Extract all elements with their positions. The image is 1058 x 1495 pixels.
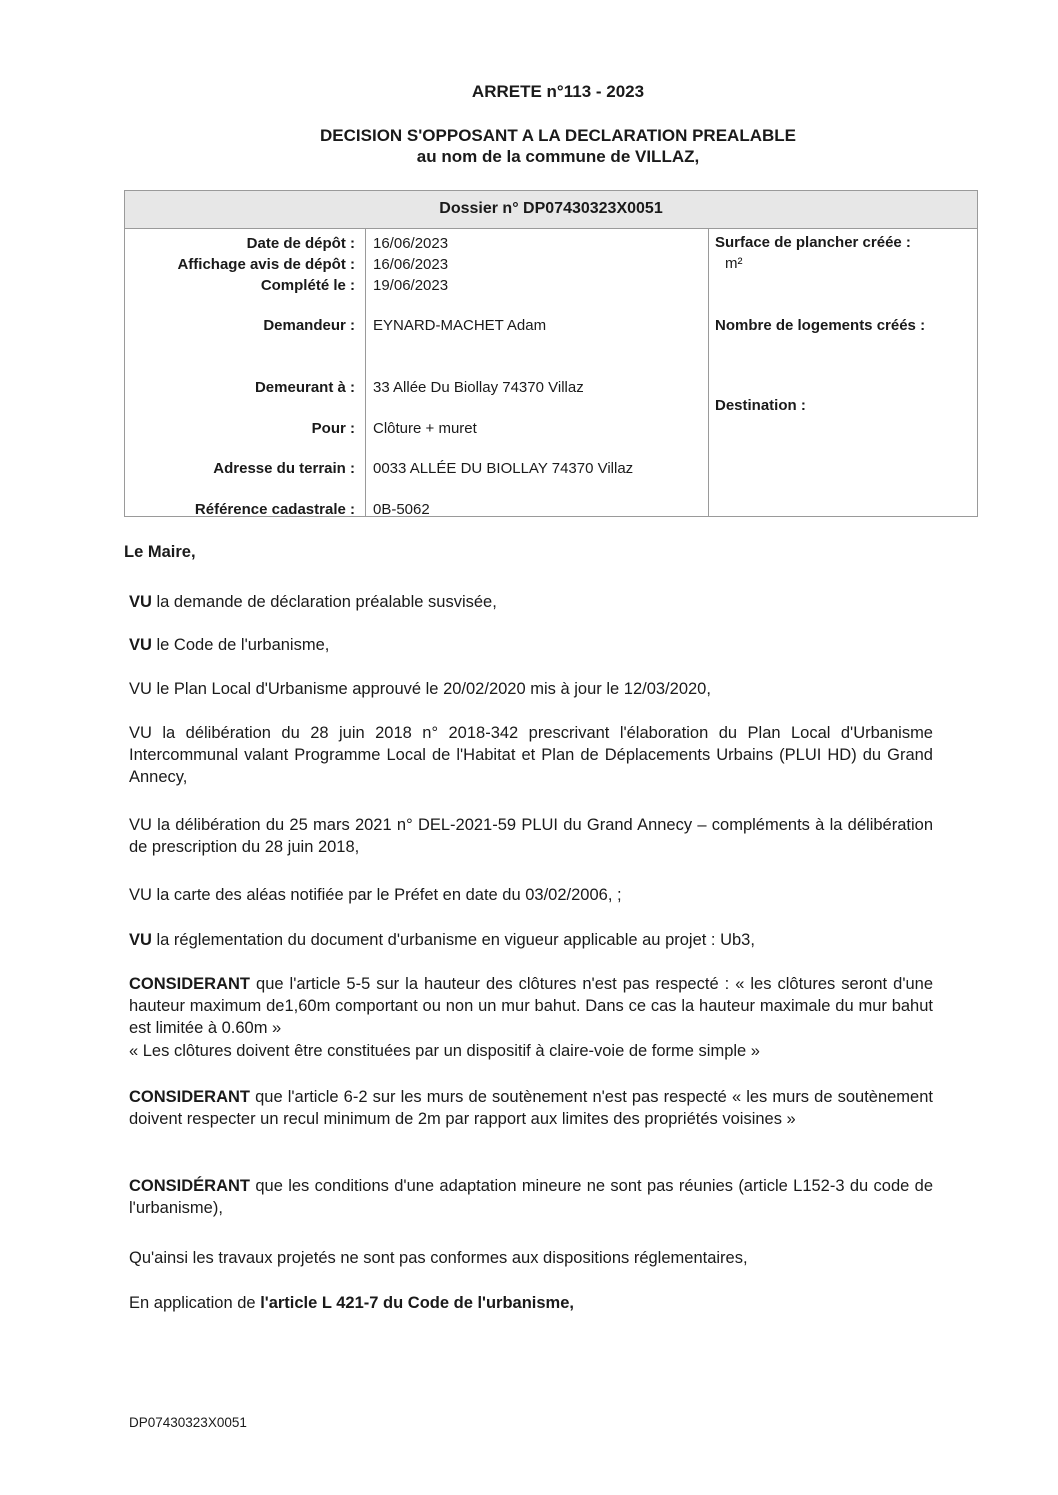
considerant-keyword: CONSIDÉRANT: [129, 1177, 251, 1195]
decision-title: DECISION S'OPPOSANT A LA DECLARATION PREALABLE: [320, 126, 796, 145]
vu-reglementation: [129, 929, 933, 951]
considerant-clotures: [129, 973, 933, 1039]
date-depot-label: Date de dépôt :: [246, 235, 355, 252]
considerant-clotures-quote: « Les clôtures doivent être constituées par un dispositif à claire-voie de forme simple »: [129, 1042, 760, 1060]
considerant-clotures-text: que l'article 5-5 sur la hauteur des clôtures n'est pas respecté : « les clôtures seront d'une hauteur maximum de1,60m comportant ou non un mur bahut. Dans ce cas la hauteur maximale du mur bahut est limitée à 0.60m »: [129, 975, 933, 1037]
vu-keyword: VU: [129, 931, 152, 949]
dossier-heading: Dossier n° DP07430323X0051: [125, 191, 977, 229]
arrete-title: ARRETE n°113 - 2023: [471, 82, 645, 101]
demandeur-label: Demandeur :: [263, 317, 355, 334]
reference-cadastrale-label: Référence cadastrale :: [194, 501, 355, 518]
surface-unit: m²: [725, 255, 743, 272]
vu-deliberation-2018: VU la délibération du 28 juin 2018 n° 2018-342 prescrivant l'élaboration du Plan Local d'Urbanisme Intercommunal valant Programme Local de l'Habitat et Plan de Déplacements Urbains (PLUI HD) du Grand Annecy,: [129, 724, 933, 786]
application-prefix: En application de: [129, 1294, 261, 1312]
column-divider: [365, 229, 366, 517]
vu-plu: VU le Plan Local d'Urbanisme approuvé le 20/02/2020 mis à jour le 12/03/2020,: [129, 680, 711, 698]
demandeur-value: EYNARD-MACHET Adam: [373, 317, 547, 334]
considerant-soutenement-text: que l'article 6-2 sur les murs de soutènement n'est pas respecté « les murs de soutènement doivent respecter un recul minimum de 2m par rapport aux limites des propriétés voisines »: [129, 1088, 933, 1128]
logements-label: Nombre de logements créés :: [715, 317, 926, 334]
vu-demande-text: la demande de déclaration préalable susvisée,: [151, 593, 497, 611]
vu-demande: [129, 591, 933, 613]
quainsi: Qu'ainsi les travaux projetés ne sont pas conformes aux dispositions réglementaires,: [129, 1249, 748, 1267]
vu-code-text: le Code de l'urbanisme,: [151, 636, 330, 654]
vu-deliberation-2021: VU la délibération du 25 mars 2021 n° DEL-2021-59 PLUI du Grand Annecy – compléments à la délibération de prescription du 28 juin 2018,: [129, 816, 933, 856]
vu-code: [129, 634, 933, 656]
considerant-adaptation: [129, 1175, 933, 1219]
considerant-keyword: CONSIDERANT: [129, 1088, 251, 1106]
date-depot-value: 16/06/2023: [373, 235, 449, 252]
application-article: [129, 1292, 933, 1314]
commune-line: au nom de la commune de VILLAZ,: [416, 147, 700, 166]
dossier-box: [124, 190, 978, 517]
considerant-adaptation-text: que les conditions d'une adaptation mineure ne sont pas réunies (article L152-3 du code de l'urbanisme),: [129, 1177, 933, 1217]
vu-carte-aleas: VU la carte des aléas notifiée par le Préfet en date du 03/02/2006, ;: [129, 886, 622, 904]
le-maire: Le Maire,: [124, 543, 196, 561]
adresse-terrain-label: Adresse du terrain :: [213, 460, 355, 477]
application-article-ref: l'article L 421-7 du Code de l'urbanisme,: [260, 1294, 574, 1312]
reference-cadastrale-value: 0B-5062: [373, 501, 430, 518]
considerant-keyword: CONSIDERANT: [129, 975, 251, 993]
footer-reference: DP07430323X0051: [129, 1415, 247, 1430]
surface-label: Surface de plancher créée :: [715, 234, 911, 251]
demeurant-value: 33 Allée Du Biollay 74370 Villaz: [373, 379, 584, 396]
adresse-terrain-value: 0033 ALLÉE DU BIOLLAY 74370 Villaz: [373, 460, 634, 477]
destination-label: Destination :: [715, 397, 806, 414]
vu-keyword: VU: [129, 636, 152, 654]
complete-value: 19/06/2023: [373, 277, 449, 294]
vu-reglementation-text: la réglementation du document d'urbanisme en vigueur applicable au projet : Ub3,: [151, 931, 755, 949]
pour-value: Clôture + muret: [373, 420, 477, 437]
complete-label: Complété le :: [260, 277, 355, 294]
demeurant-label: Demeurant à :: [254, 379, 355, 396]
pour-label: Pour :: [311, 420, 355, 437]
affichage-label: Affichage avis de dépôt :: [177, 256, 355, 273]
affichage-value: 16/06/2023: [373, 256, 449, 273]
considerant-soutenement: [129, 1086, 933, 1130]
column-divider: [708, 229, 709, 517]
vu-keyword: VU: [129, 593, 152, 611]
